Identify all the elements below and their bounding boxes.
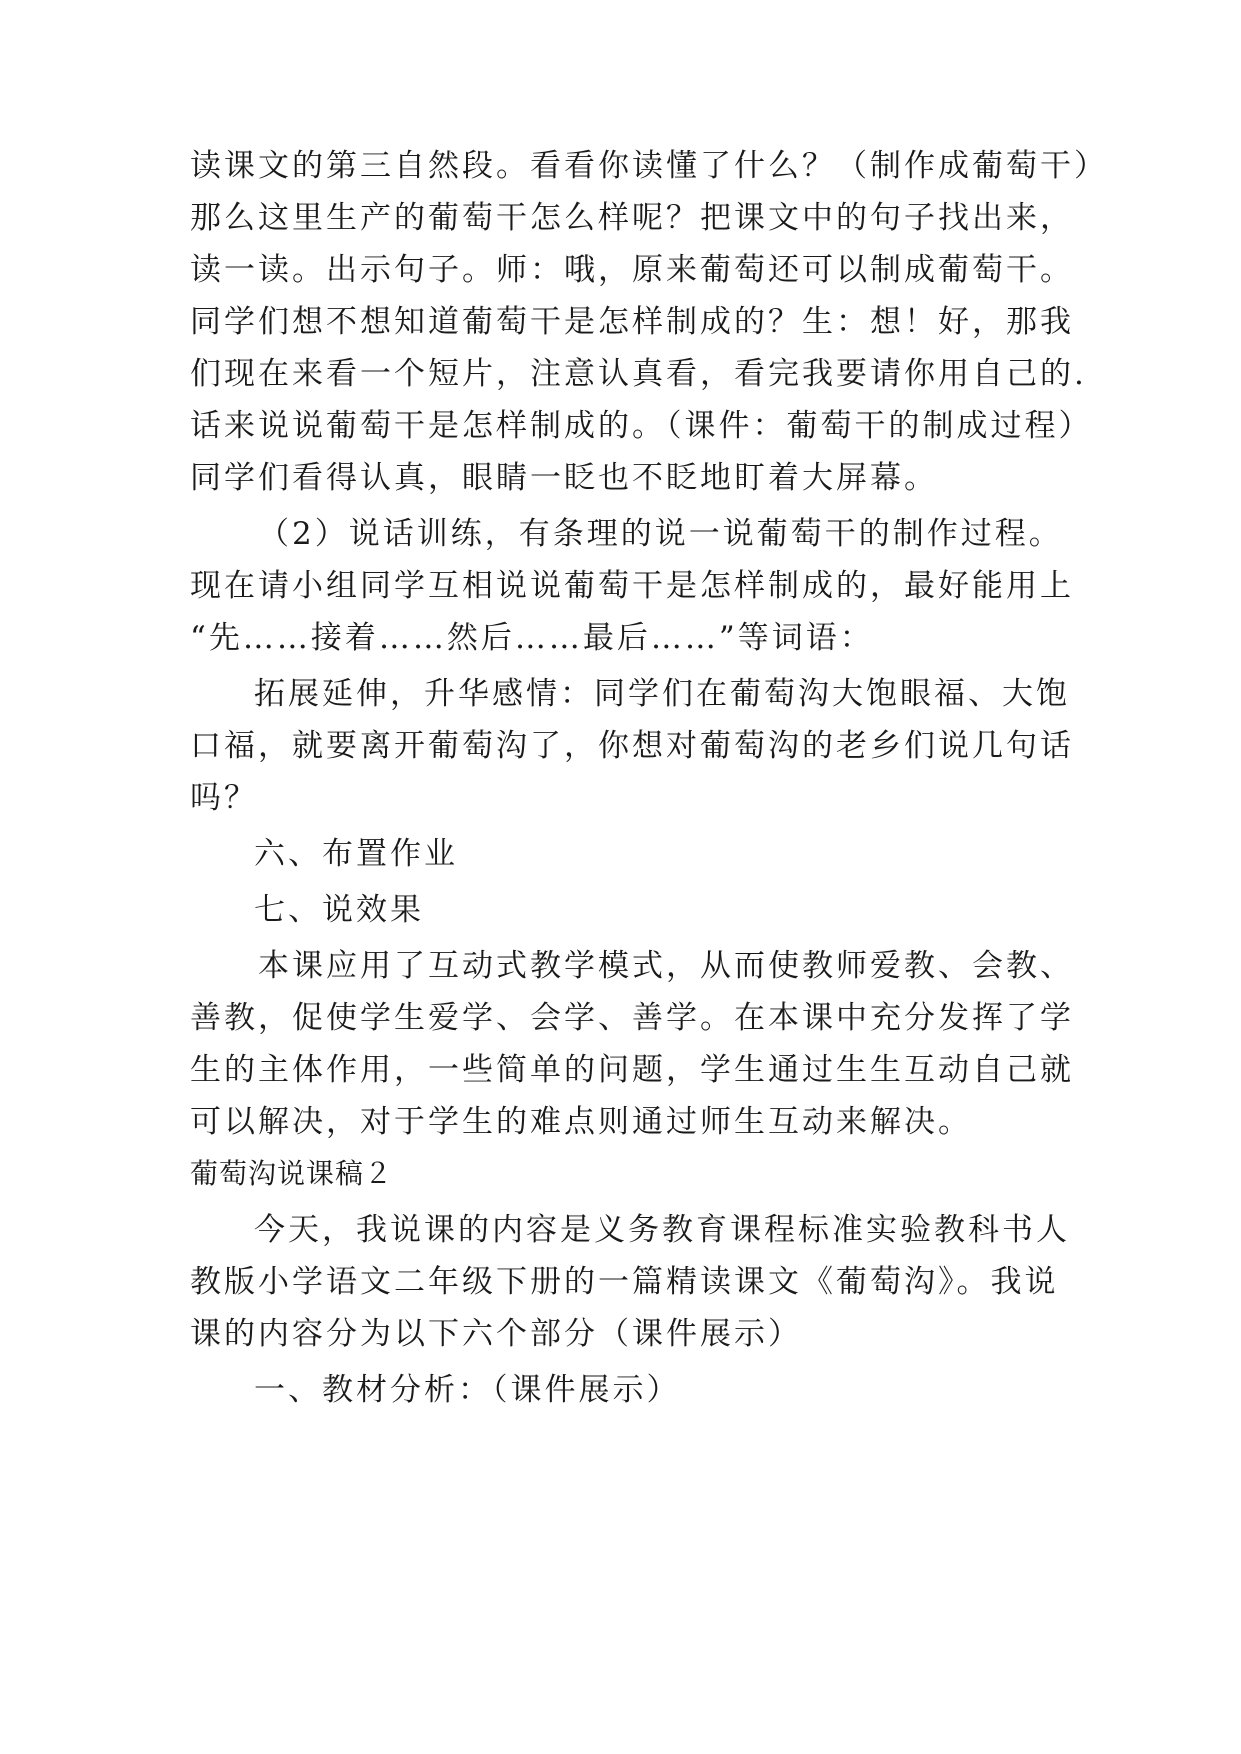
article-title: 葡萄沟说课稿２	[190, 1157, 394, 1190]
paragraph-line: 善教，促使学生爱学、会学、善学。在本课中充分发挥了学	[190, 1000, 1074, 1036]
section-heading: 六、布置作业	[254, 836, 458, 872]
paragraph-line: 本课应用了互动式教学模式，从而使教师爱教、会教、	[258, 948, 1074, 984]
paragraph-line: 同学们想不想知道葡萄干是怎样制成的？生：想！好，那我	[190, 304, 1074, 340]
paragraph-line: 们现在来看一个短片，注意认真看，看完我要请你用自己的.	[190, 356, 1087, 392]
paragraph-line: 现在请小组同学互相说说葡萄干是怎样制成的，最好能用上	[190, 568, 1074, 604]
paragraph-line: 课的内容分为以下六个部分（课件展示）	[190, 1316, 802, 1352]
paragraph-line: 同学们看得认真，眼睛一眨也不眨地盯着大屏幕。	[190, 460, 938, 496]
paragraph-line: 读课文的第三自然段。看看你读懂了什么？（制作成葡萄干）	[190, 148, 1108, 184]
paragraph-line: 拓展延伸，升华感情：同学们在葡萄沟大饱眼福、大饱	[254, 676, 1070, 712]
paragraph-line: 读一读。出示句子。师：哦，原来葡萄还可以制成葡萄干。	[190, 252, 1074, 288]
paragraph-line: （2）说话训练，有条理的说一说葡萄干的制作过程。	[258, 516, 1063, 552]
section-heading: 七、说效果	[254, 892, 424, 928]
section-heading: 一、教材分析：（课件展示）	[254, 1372, 681, 1408]
paragraph-line: 话来说说葡萄干是怎样制成的。（课件：葡萄干的制成过程）	[190, 408, 1093, 444]
paragraph-line: “先……接着……然后……最后……”等词语：	[190, 620, 874, 656]
paragraph-line: 那么这里生产的葡萄干怎么样呢？把课文中的句子找出来，	[190, 200, 1074, 236]
paragraph-line: 吗？	[190, 780, 258, 816]
paragraph-line: 今天，我说课的内容是义务教育课程标准实验教科书人	[254, 1212, 1070, 1248]
paragraph-line: 生的主体作用，一些简单的问题，学生通过生生互动自己就	[190, 1052, 1074, 1088]
paragraph-line: 口福，就要离开葡萄沟了，你想对葡萄沟的老乡们说几句话	[190, 728, 1074, 764]
paragraph-line: 可以解决，对于学生的难点则通过师生互动来解决。	[190, 1104, 972, 1140]
paragraph-line: 教版小学语文二年级下册的一篇精读课文《葡萄沟》。我说	[190, 1264, 1059, 1300]
